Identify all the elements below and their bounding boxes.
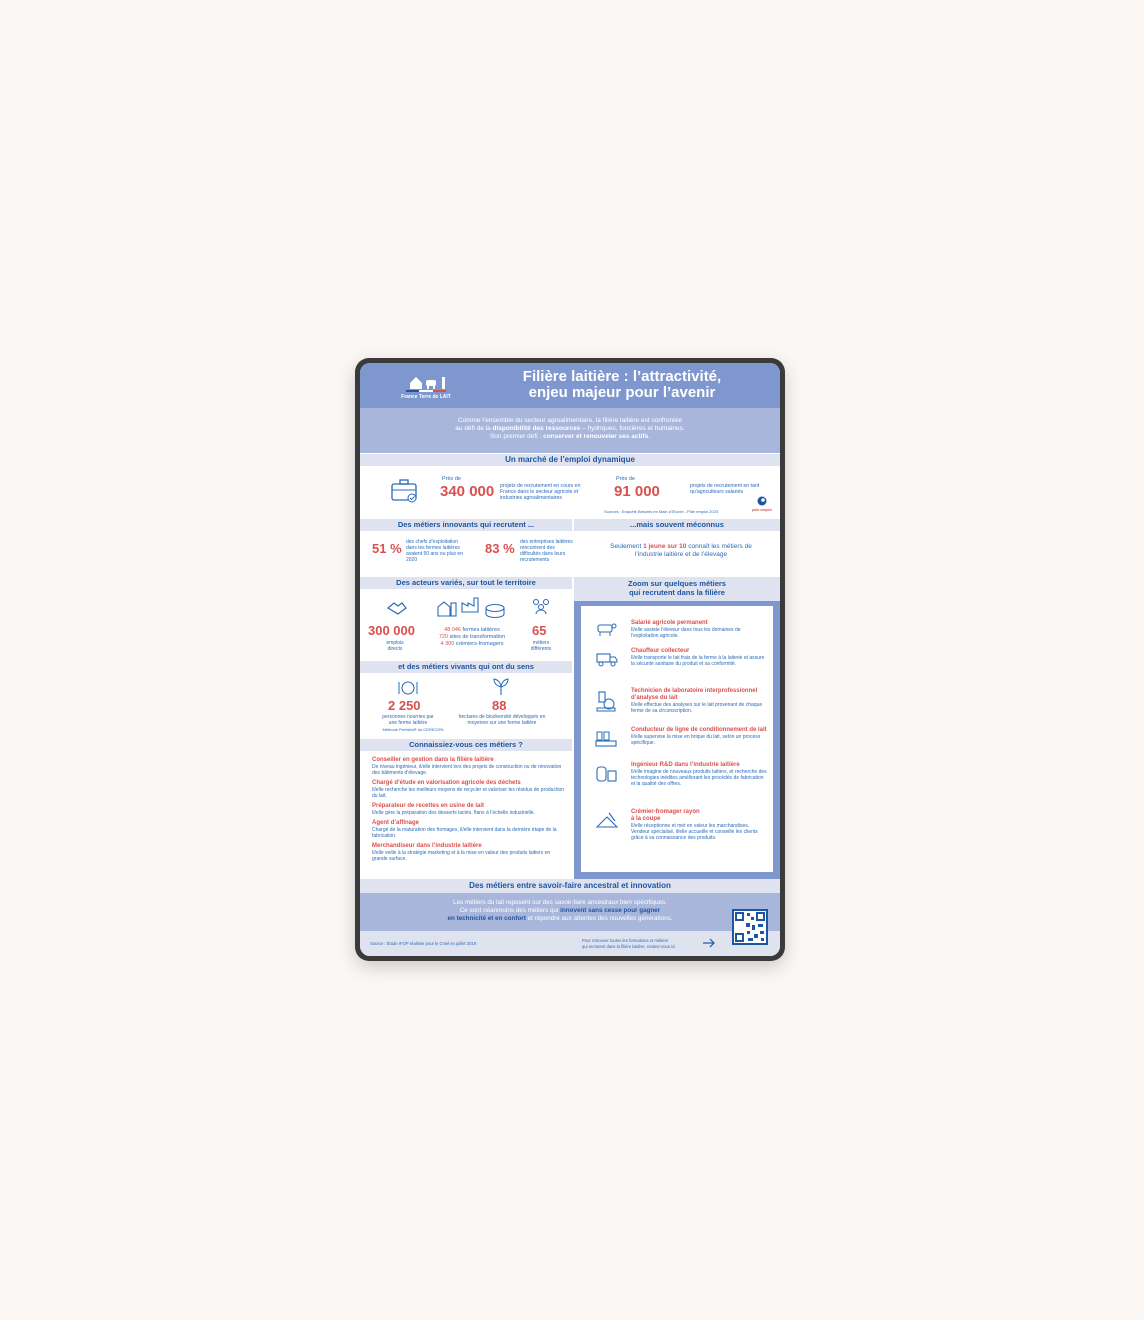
hectares-number: 88 xyxy=(492,698,507,713)
list-item: Agent d’affinage Chargé de la maturation des fromages, il/elle intervient dans la dernière étape de la fabrication. xyxy=(372,820,557,839)
emplois-text: emplois directs xyxy=(386,640,404,652)
tablet-frame xyxy=(355,358,785,961)
footer-body xyxy=(360,893,780,956)
handshake-icon xyxy=(386,599,408,617)
list-item: Préparateur de recettes en usine de lait Il/elle gère la préparation des desserts lactés, flans à l’échelle industrielle. xyxy=(372,803,535,816)
zoom-item: Ingénieur R&D dans l’industrie laitière Il/elle imagine de nouveaux produits laitiers, et recherche des technologies inédites améliorant les procédés de fabrication et la qualité des offres. xyxy=(631,762,767,787)
logo-text: France Terre de LAIT xyxy=(401,394,451,400)
footer-title: Des métiers entre savoir-faire ancestral et innovation xyxy=(360,879,780,893)
pole-emploi-logo: pôle emploi xyxy=(750,496,774,512)
factory-icon xyxy=(460,595,482,613)
tablet-screen[interactable] xyxy=(360,363,780,956)
emplois-number: 300 000 xyxy=(368,623,415,638)
zoom-item: Crémier-fromager rayon à la coupe Il/elle réceptionne et met en valeur les marchandises. Vendeur spécialisé, il/elle accueille et conseille les clients grâce à sa connaissance des produits. xyxy=(631,809,758,841)
farm-logo-icon xyxy=(396,369,456,391)
plate-icon xyxy=(397,679,419,697)
stat1-number: 51 % xyxy=(372,541,402,556)
zoom-panel xyxy=(574,601,780,879)
stat1-text: des chefs d’exploitation dans les fermes laitières avaient 50 ans ou plus en 2020 xyxy=(406,539,463,563)
stat2-text: des entreprises laitières rencontrent des difficultés dans leurs recrutements xyxy=(520,539,573,563)
connaissez-list xyxy=(372,757,566,866)
tank-icon xyxy=(595,763,619,785)
footer-cta[interactable]: Pour retrouver toutes les formations et métiers qui recrutent dans la filière laitière, rendez-vous ici xyxy=(582,938,676,949)
zoom-item: Salarié agricole permanent Il/elle assiste l’éleveur dans tous les domaines de l’exploitation agricole. xyxy=(631,620,741,639)
sprout-icon xyxy=(490,677,512,697)
personnes-text: personnes nourries par une ferme laitière xyxy=(382,714,434,726)
briefcase-icon xyxy=(390,478,420,504)
market-right-text: projets de recrutement en tant qu’agriculteurs salariés xyxy=(690,483,760,495)
market-left-text: projets de recrutement en cours en France dans le secteur agricole et industries agroalimentaires xyxy=(500,483,581,501)
cow-icon xyxy=(595,621,617,637)
zoom-item: Technicien de laboratoire interprofessionnel d’analyse du lait Il/elle effectue des analyses sur le lait provenant de chaque ferme de sa circonscription. xyxy=(631,688,763,714)
connaissez-title: Connaissiez-vous ces métiers ? xyxy=(360,739,572,751)
market-right-pre: Près de xyxy=(616,476,635,482)
list-item: Merchandiseur dans l’industrie laitière Il/elle veille à la stratégie marketing et à la mise en valeur des produits laitiers en grande surface. xyxy=(372,843,551,862)
page-title: Filière laitière : l’attractivité, enjeu majeur pour l’avenir xyxy=(522,368,722,401)
personnes-source: Méthode Perfalim® du CERECIPA xyxy=(382,727,444,732)
meconnus-title: ...mais souvent méconnus xyxy=(574,519,780,531)
metiers-number: 65 xyxy=(532,623,547,638)
market-right-number: 91 000 xyxy=(614,483,660,500)
qr-code-icon[interactable] xyxy=(732,909,768,945)
list-item: Chargé d’étude en valorisation agricole des déchets Il/elle recherche les meilleurs moyens de recycler et valoriser les résidus de production du lait. xyxy=(372,780,565,799)
people-icon xyxy=(530,597,552,615)
footer-source: Source : Étude IFOP réalisée pour le Cniel en juillet 2019 xyxy=(370,941,477,946)
cheese-icon xyxy=(484,603,506,619)
market-title: Un marché de l’emploi dynamique xyxy=(360,454,780,466)
market-source: Sources : Enquête Besoins en Main d’Œuvre - Pôle emploi 2023 xyxy=(604,509,719,514)
acteurs-middle: 48 046 fermes laitières 720 sites de transformation 4 300 crémiers-fromagers xyxy=(438,627,506,647)
stat2-number: 83 % xyxy=(485,541,515,556)
footer-text: Les métiers du lait reposent sur des savoir-faire ancestraux bien spécifiques. Ce sont néanmoins des métiers qui innovent sans cesse pour gagner en technicité et en confort et répondre aux attentes des nouvelles générations. xyxy=(447,899,673,922)
innovants-title: Des métiers innovants qui recrutent ... xyxy=(360,519,572,531)
zoom-item: Chauffeur collecteur Il/elle transporte le lait frais de la ferme à la laiterie et assure la sécurité sanitaire du produit et sa conformité. xyxy=(631,648,765,667)
zoom-title: Zoom sur quelques métiers qui recrutent dans la filière xyxy=(574,577,780,601)
acteurs-title: Des acteurs variés, sur tout le territoire xyxy=(360,577,572,589)
meconnus-text: Seulement 1 jeune sur 10 connaît les métiers de l’industrie laitière et de l’élevage xyxy=(610,543,752,558)
metiers-text: métiers différents xyxy=(530,640,552,652)
conveyor-icon xyxy=(595,728,617,748)
cheese-knife-icon xyxy=(595,811,619,831)
zoom-item: Conducteur de ligne de conditionnement de lait Il/elle supervise la mise en brique du lait, selon un process spécifique. xyxy=(631,727,767,746)
truck-icon xyxy=(595,651,619,667)
microscope-icon xyxy=(595,690,617,712)
market-left-number: 340 000 xyxy=(440,483,495,500)
personnes-number: 2 250 xyxy=(388,698,421,713)
logo xyxy=(396,369,456,403)
sens-title: et des métiers vivants qui ont du sens xyxy=(360,661,572,673)
header xyxy=(360,363,780,408)
zoom-card xyxy=(581,606,773,872)
list-item: Conseiller en gestion dans la filière laitière De niveau ingénieur, il/elle intervient lors des projets de construction ou de rénovation des bâtiments d’élevage. xyxy=(372,757,562,776)
farm-icon xyxy=(436,597,458,617)
hectares-text: hectares de biodiversité développés en moyenne sur une ferme laitière xyxy=(458,714,546,726)
intro: Comme l’ensemble du secteur agroalimentaire, la filière laitière est confrontée au défi de la disponibilité des ressources – hydriques, foncières et humaines. Son premier défi : conserver et renouveler ses actifs. xyxy=(360,408,780,453)
arrow-right-icon[interactable] xyxy=(702,938,716,948)
market-left-pre: Près de xyxy=(442,476,461,482)
